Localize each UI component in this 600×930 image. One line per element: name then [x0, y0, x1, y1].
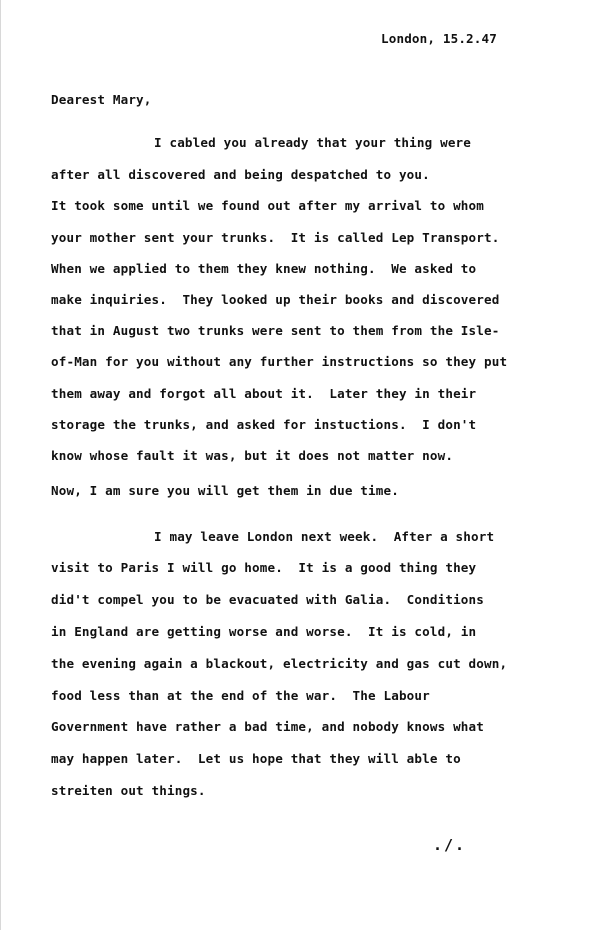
paragraph-2-line: Government have rather a bad time, and nobody knows what	[51, 719, 484, 734]
paragraph-1-line: I cabled you already that your thing were	[154, 135, 472, 150]
paragraph-1-line: of-Man for you without any further instructions so they put	[51, 354, 508, 369]
paragraph-1-line: that in August two trunks were sent to them from the Isle-	[51, 323, 500, 338]
paragraph-1-line: Now, I am sure you will get them in due time.	[51, 483, 399, 498]
letter-date: London, 15.2.47	[381, 31, 497, 46]
letter-salutation: Dearest Mary,	[51, 92, 152, 107]
paragraph-1-line: It took some until we found out after my arrival to whom	[51, 198, 484, 213]
paragraph-2-line: streiten out things.	[51, 783, 206, 798]
paragraph-2-line: in England are getting worse and worse. It is cold, in	[51, 624, 477, 639]
paragraph-1-line: after all discovered and being despatched to you.	[51, 167, 430, 182]
paragraph-2-line: did't compel you to be evacuated with Galia. Conditions	[51, 592, 484, 607]
paragraph-2-line: the evening again a blackout, electricity and gas cut down,	[51, 656, 508, 671]
paragraph-1-line: When we applied to them they knew nothing. We asked to	[51, 261, 477, 276]
paragraph-1-line: know whose fault it was, but it does not matter now.	[51, 448, 454, 463]
paragraph-1-line: your mother sent your trunks. It is called Lep Transport.	[51, 230, 500, 245]
paragraph-1-line: storage the trunks, and asked for instuctions. I don't	[51, 417, 477, 432]
page-edge	[0, 0, 1, 930]
paragraph-2-line: may happen later. Let us hope that they will able to	[51, 751, 461, 766]
paragraph-2-line: food less than at the end of the war. The Labour	[51, 688, 430, 703]
letter-signoff: ./.	[433, 836, 467, 854]
paragraph-2-line: I may leave London next week. After a short	[154, 529, 495, 544]
paragraph-1-line: them away and forgot all about it. Later they in their	[51, 386, 477, 401]
paragraph-1-line: make inquiries. They looked up their books and discovered	[51, 292, 500, 307]
paragraph-2-line: visit to Paris I will go home. It is a good thing they	[51, 560, 477, 575]
